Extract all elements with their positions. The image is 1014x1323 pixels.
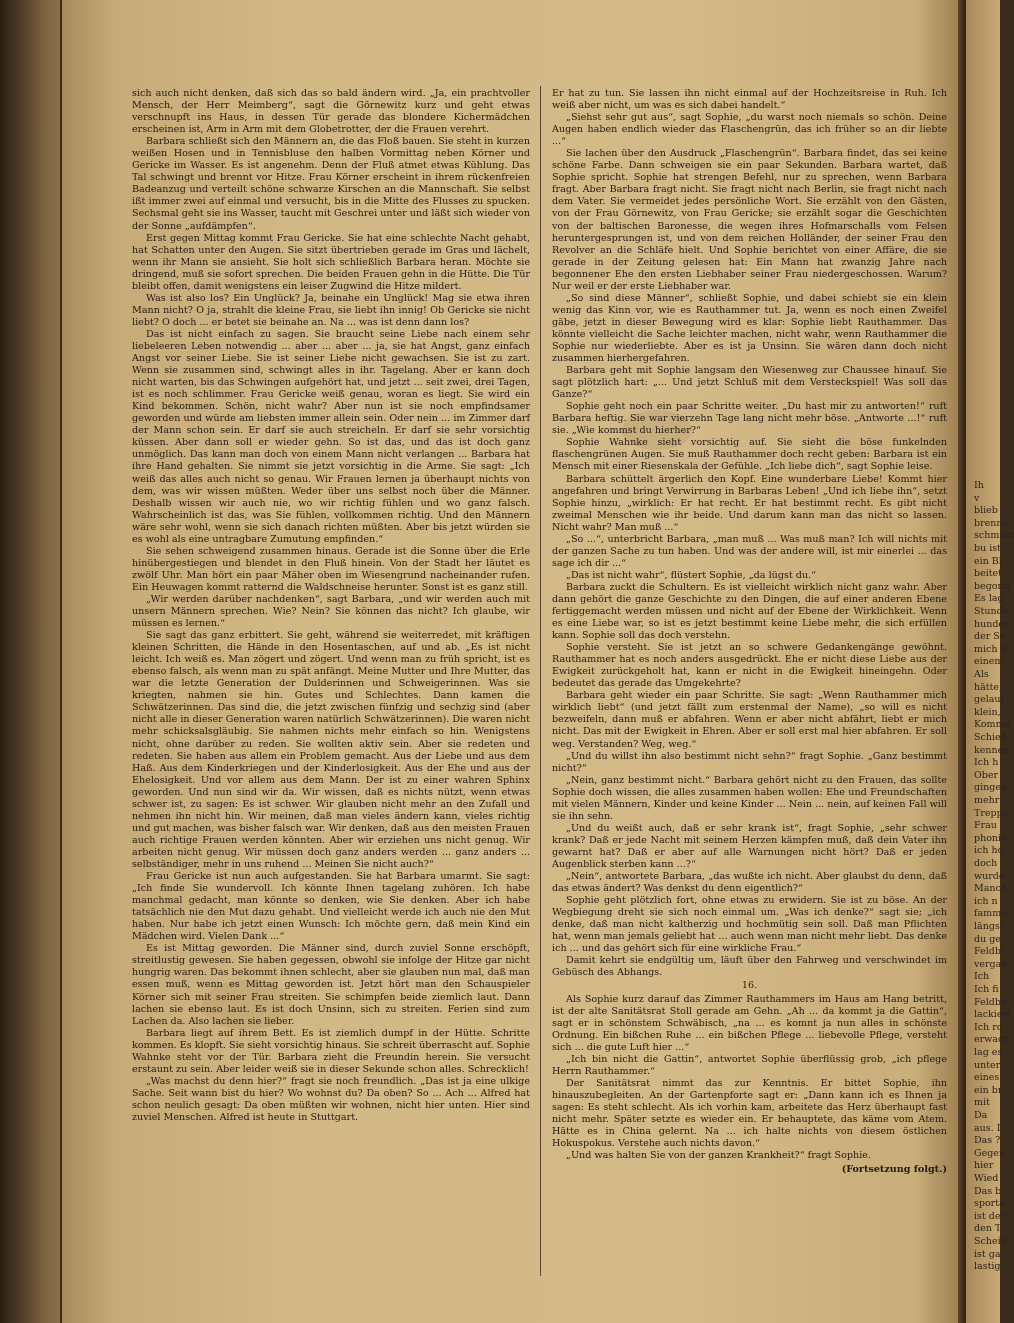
paragraph: „Ich bin nicht die Gattin“, antwortet Sophie überflüssig grob, „ich pflege Herrn Rauthammer.“ (552, 1053, 947, 1077)
adjacent-page-text: phonie (974, 832, 1007, 844)
paragraph: Barbara geht wieder ein paar Schritte. Sie sagt: „Wenn Rauthammer mich wirklich liebt“ (und jetzt fällt zum erstenmal der Name), „so will es nicht bezweifeln, dann muß er abfahren. Wenn er aber nicht abfährt, liebt er mich nicht. Das mit der Ewigkeit in Ehren. Aber er soll erst mal hier abfahren. Er soll weg. Verstanden? Weg, weg.“ (552, 690, 947, 750)
adjacent-page-text: brenne (974, 517, 1009, 529)
adjacent-page-text: mehr (974, 795, 1000, 806)
paragraph: Barbara schüttelt ärgerlich den Kopf. Eine wunderbare Liebe! Kommt hier angefahren und bringt Verwirrung in Barbaras Leben! „Und ich liebe ihn“, setzt Sophie hinzu, „wirklich: Er hat recht. Er hat bestimmt recht. Es gibt nicht zweimal Menschen wie ihr beide. Und darum kann man das nicht so lassen. Nicht wahr? Man muß ...“ (552, 473, 947, 533)
adjacent-page-text: gelauf (974, 694, 1005, 706)
adjacent-page-text: Feldbi (974, 946, 1004, 958)
adjacent-page-text: lag es (974, 1047, 1003, 1058)
adjacent-page-text: ist der (974, 1210, 1005, 1222)
adjacent-page-text: ich ho (974, 845, 1004, 857)
adjacent-page-text: Gegen (974, 1147, 1006, 1159)
paragraph: Barbara geht mit Sophie langsam den Wiesenweg zur Chaussee hinauf. Sie sagt plötzlich hart: „... Und jetzt Schluß mit dem Versteckspiel! Was soll das Ganze?“ (552, 365, 947, 401)
column-divider (540, 86, 541, 1276)
paragraph: Es ist Mittag geworden. Die Männer sind, durch zuviel Sonne erschöpft, streitlustig gewesen. Sie haben gegessen, obwohl sie infolge der Hitze gar nicht hungrig waren. Das bekommt ihnen schlecht, aber sie glauben nun mal, daß man essen muß, wenn es Mittag geworden ist. Jetzt hört man den Schauspieler Körner sich mit seiner Frau streiten. Sie schimpfen beide ziemlich laut. Dann lachen sie ebenso laut. Es ist doch Unsinn, sich zu streiten. Ferien sind zum Lachen da. Also lachen sie lieber. (132, 943, 530, 1027)
adjacent-page-text: hier (974, 1160, 994, 1172)
adjacent-page-text: Das b (974, 1185, 1002, 1197)
paragraph: Sie sehen schweigend zusammen hinaus. Gerade ist die Sonne über die Erle hinübergestiegen und blendet in den Fluß hinein. Von der Stadt her läutet es zwölf Uhr. Man hört ein paar Mäher oben im Wiesengrund nacheinander rufen. Ein Heuwagen kommt ratternd die Waldschneise herunter. Sonst ist es ganz still. (132, 545, 530, 593)
paragraph: Erst gegen Mittag kommt Frau Gericke. Sie hat eine schlechte Nacht gehabt, hat Schatten unter den Augen. Sie sitzt übertrieben gerade im Gras und lächelt, wenn ihr Mann sie ansieht. Sie holt sich schließlich Barbara heran. Möchte sie dringend, muß sie sofort sprechen. Die beiden Frauen gehn in die Hütte. Die Tür bleibt offen, damit wenigstens ein leiser Zugwind die Hitze mildert. (132, 232, 530, 292)
adjacent-page-text: den T (974, 1223, 1002, 1235)
paragraph: „Und du willst ihn also bestimmt nicht sehn?“ fragt Sophie. „Ganz bestimmt nicht?“ (552, 750, 947, 774)
adjacent-page-text: der Se (974, 631, 1006, 643)
adjacent-page-text: aus. I (974, 1122, 1001, 1134)
paragraph: Als Sophie kurz darauf das Zimmer Rauthammers im Haus am Hang betritt, ist der alte Sanitätsrat Stoll gerade am Gehn. „Ah ... da kommt ja die Gattin“, sagt er in schönstem Schwäbisch, „na ... es komnt ja nun alles in schönste Ordnung. Ein bißchen Ruhe ... ein bißchen Pflege ... liebevolle Pflege, versteht sich ... die gute Luft hier ...“ (552, 993, 947, 1053)
paragraph: Sophie Wahnke sieht vorsichtig auf. Sie sieht die böse funkelnden flaschengrünen Augen. Sie muß Rauthammer doch recht geben: Barbara ist ein Mensch mit einer Riesenskala der Gefühle. „Ich liebe dich“, sagt Sophie leise. (552, 437, 947, 473)
adjacent-page-text: schmutz (974, 530, 1014, 542)
adjacent-page-text: mich n (974, 643, 1007, 655)
adjacent-page-text: doch (974, 858, 998, 869)
adjacent-page-text: ein Bl (974, 555, 1002, 567)
adjacent-page-text: eines (974, 1072, 1000, 1084)
adjacent-page-text: Manch (974, 883, 1007, 895)
adjacent-page-text: Als (974, 669, 989, 680)
adjacent-page-text: Wied (974, 1173, 999, 1184)
paragraph: sich auch nicht denken, daß sich das so bald ändern wird. „Ja, ein prachtvoller Mensch, der Herr Meimberg“, sagt die Görnewitz kurz und geht etwas verschnupft ins Haus, in dessen Tür gerade das blondere Kichermädchen erscheinen ist, Arm in Arm mit dem Globetrotter, der die Frauen verehrt. (132, 88, 530, 136)
adjacent-page-text: Schieß (974, 732, 1007, 743)
adjacent-page-text: mit (974, 1097, 990, 1109)
adjacent-page-text: ein br (974, 1084, 1003, 1096)
adjacent-page-text: blieb (974, 505, 998, 517)
adjacent-page-text: Das ? (974, 1135, 1001, 1147)
adjacent-page-text: Ih (974, 480, 984, 491)
paragraph: Sophie geht plötzlich fort, ohne etwas zu erwidern. Sie ist zu böse. An der Wegbiegung dreht sie sich noch einmal um. „Was ich denke?“ sagt sie; „ich denke, daß man nicht kaltherzig und hochmütig sein soll. Daß man Pflichten hat, wenn man jemals geliebt hat ... auch wenn man nicht mehr liebt. Das denke ich ... und das gehört sich für eine wirkliche Frau.“ (552, 895, 947, 955)
adjacent-page-text: unter (974, 1059, 1001, 1071)
paragraph: „Und du weißt auch, daß er sehr krank ist“, fragt Sophie, „sehr schwer krank? Daß er jede Nacht mit seinem Herzen kämpfen muß, daß dein Vater ihn gewarnt hat? Daß er aber auf alle Warnungen nicht hört? Daß er jeden Augenblick sterben kann ...?“ (552, 822, 947, 870)
paragraph: „Nein“, antwortete Barbara, „das wußte ich nicht. Aber glaubst du denn, daß das etwas ändert? Was denkst du denn eigentlich?“ (552, 871, 947, 895)
continuation-note: (Fortsetzung folgt.) (841, 1164, 947, 1176)
paragraph: Das ist nicht einfach zu sagen. Sie braucht seine Liebe nach einem sehr liebeleeren Leben notwendig ... aber ... aber ... ja, sie hat Angst, ganz einfach Angst vor seiner Liebe. Sie ist seiner Liebe nicht gewachsen. Sie ist zu zart. Wenn sie zusammen sind, schwingt alles in ihr. Tagelang. Aber er kann doch nicht warten, bis das Schwingen aufgehört hat, und jetzt ... seit zwei, drei Tagen, ist es noch schlimmer. Frau Gericke weiß genau, woran es liegt. Sie wird ein Kind bekommen. Schön, nicht wahr? Aber nun ist sie noch empfindsamer geworden und würde am liebsten immer allein sein. Oder nein ... im Zimmer darf der Mann schon sein. Er darf sie auch streicheln. Er darf sie sehr vorsichtig küssen. Aber dann soll er wieder gehn. So ist das, und das ist doch ganz unmöglich. Das kann man doch von einem Mann nicht verlangen ... Barbara hat ihre Hand gehalten. Sie nimmt sie jetzt vorsichtig in die Arme. Sie sagt: „Ich weiß das alles auch nicht so genau. Wir Frauen lernen ja überhaupt nichts von dem, was wir wissen müßten. Weder über uns selbst noch über die Männer. Deshalb wissen wir auch nie, wo wir richtig fühlen und wo ganz falsch. Wahrscheinlich ist das, was Sie fühlen, vollkommen richtig. Und den Männern wäre sehr wohl, wenn sie sich danach richten müßten. Aber bis jetzt würden sie es wohl als eine untragbare Zumutung empfinden.“ (132, 328, 530, 545)
adjacent-page-text: kennen (974, 744, 1010, 756)
adjacent-page-text: beitet (974, 568, 1002, 580)
adjacent-page-text: klein, (974, 706, 1001, 718)
adjacent-page-text: sporta (974, 1198, 1005, 1210)
paragraph: Damit kehrt sie endgültig um, läuft über den Fahrweg und verschwindet im Gebüsch des Abhangs. (552, 955, 947, 979)
adjacent-page-text: Treppe (974, 807, 1009, 819)
text-column-right (552, 88, 947, 1278)
paragraph: Barbara zuckt die Schultern. Es ist vielleicht wirklich nicht ganz wahr. Aber dann gehört die ganze Geschichte zu den Dingen, die auf einer anderen Ebene fertiggemacht werden müssen und nicht auf der Ebene der Wirklichkeit. Wenn es eine Liebe war, so ist es jetzt bestimmt keine Liebe mehr, die sich erfüllen kann. Sophie soll das doch verstehn. (552, 581, 947, 642)
paragraph: Sophie geht noch ein paar Schritte weiter. „Du hast mir zu antworten!“ ruft Barbara heftig. Sie war vierzehn Tage lang nicht mehr böse. „Antworte ...!“ ruft sie. „Wie kommst du hierher?“ (552, 401, 947, 437)
adjacent-page-text: vergan (974, 958, 1008, 970)
adjacent-page-text: Feldbe (974, 996, 1007, 1008)
paragraph: „So sind diese Männer“, schließt Sophie, und dabei schiebt sie ein klein wenig das Kinn vor, wie es Rauthammer tut. Ja, wenn es noch einen Zweifel gäbe, jetzt in dieser Bewegung wird es klar: Sophie liebt Rauthammer. Das könnte vielleicht die Sache leichter machen, nicht wahr, wenn Rauthammer die Sophie nur wiederliebte. Aber es ist ja Unsinn. Sie wären dann doch nicht zusammen hierhergefahren. (552, 292, 947, 365)
adjacent-page-text: Ich ro (974, 1021, 1003, 1033)
adjacent-page-text: Es lag (974, 593, 1004, 605)
paragraph: Barbara liegt auf ihrem Bett. Es ist ziemlich dumpf in der Hütte. Schritte kommen. Es klopft. Sie sieht vorsichtig hinaus. Sie schreit überrascht auf. Sophie Wahnke steht vor der Tür. Barbara zieht die Freundin herein. Sie versucht erstaunt zu sein. Aber leider weiß sie in dieser Sekunde schon alles. Schrecklich! (132, 1027, 530, 1075)
adjacent-page-text: hunder (974, 618, 1009, 630)
section-number: 16. (741, 980, 758, 992)
adjacent-page-text: Frau (974, 820, 997, 832)
paragraph: „Wir werden darüber nachdenken“, sagt Barbara, „und wir werden auch mit unsern Männern sprechen. Wie? Nein? Sie können das nicht? Ich glaube, wir müssen es lernen.“ (132, 593, 530, 630)
adjacent-page-text: erwach (974, 1034, 1010, 1046)
paragraph: „Nein, ganz bestimmt nicht.“ Barbara gehört nicht zu den Frauen, das sollte Sophie doch wissen, die alles zusammen haben wollen: Ehe und Freundschaften mit vielen Männern, Kinder und keine Kinder ... Nein ... nein, auf keinen Fall will sie ihn sehn. (552, 774, 947, 822)
adjacent-page-edge (966, 0, 1014, 1323)
adjacent-page-text: Ich fi (974, 984, 999, 995)
adjacent-page-text: einem (974, 656, 1004, 668)
paragraph: Was ist also los? Ein Unglück? Ja, beinahe ein Unglück! Mag sie etwa ihren Mann nicht? O ja, strahlt die kleine Frau, sie liebt ihn innig! Ob Gericke sie nicht liebt? O doch ... er betet sie beinahe an. Na ... was ist denn dann los? (132, 292, 530, 328)
adjacent-page-text: lastig (974, 1261, 1001, 1273)
adjacent-page-text: bu ist (974, 543, 1001, 554)
adjacent-page-text: längst (974, 921, 1004, 932)
adjacent-page-text: Ich h (974, 757, 999, 769)
book-binding (0, 0, 60, 1323)
adjacent-page-text: Da (974, 1110, 988, 1121)
paragraph: Sie lachen über den Ausdruck „Flaschengrün“. Barbara findet, das sei keine schöne Farbe. Dann schweigen sie ein paar Sekunden. Barbara wartet, daß Sophie spricht. Sophie hat strengen Befehl, nur zu sprechen, wenn Barbara fragt. Aber Barbara fragt nicht. Sie fragt nicht nach Berlin, sie fragt nicht nach dem Vater. Sie vermeidet jedes persönliche Wort. Sie erzählt von den Gästen, von der Frau Görnewitz, von Frau Gericke; sie erzählt sogar die Geschichten von der baltischen Baronesse, die wegen ihres Hofmarschalls vom Felsen heruntergesprungen ist, und von dem reichen Holländer, der seiner Frau den Revolver an die Schläfe hielt. Und Sophie berichtet von einer Affäre, die sie gerade in der Zeitung gelesen hat: Ein Mann hat zwanzig Jahre nach begonnener Ehe den ersten Liebhaber seiner Frau niedergeschossen. Warum? Nur weil er der erste Liebhaber war. (552, 148, 947, 292)
paragraph: Er hat zu tun. Sie lassen ihn nicht einmal auf der Hochzeitsreise in Ruh. Ich weiß aber nicht, um was es sich dabei handelt.“ (552, 88, 947, 112)
adjacent-page-text: begonn (974, 580, 1010, 592)
paragraph: „So ...“, unterbricht Barbara, „man muß ... Was muß man? Ich will nichts mit der ganzen Sache zu tun haben. Und was der andere will, ist mir einerlei ... das sage ich dir ...“ (552, 533, 947, 569)
paragraph: Sophie versteht. Sie ist jetzt an so schwere Gedankengänge gewöhnt. Rauthammer hat es noch anders ausgedrückt. Ehe er nicht diese Liebe aus der Ewigkeit zurückgeholt hat, kann er nicht in die Ewigkeit hineingehn. Oder bedeutet das gerade das Umgekehrte? (552, 642, 947, 690)
adjacent-page-text: Schein (974, 1236, 1007, 1247)
adjacent-page-text: v (974, 492, 980, 504)
paragraph: Sie sagt das ganz erbittert. Sie geht, während sie weiterredet, mit kräftigen kleinen Schritten, die Hände in den Hosentaschen, auf und ab. „Es ist nicht leicht. Ich weiß es. Man zögert und zögert. Und wenn man zu früh spricht, ist es ebenso falsch, als wenn man zu spät anfängt. Meine Mutter und Ihre Mutter, das war die letzte Generation der Dulderinnen und Schweigerinnen. Was sie kriegten, nahmen sie hin. Gutes und Schlechtes. Dann kamen die Schwätzerinnen. Das sind die, die jetzt zwischen fünfzig und sechzig sind (aber nicht alle in dieser Generation waren natürlich Schwätzerinnen). Die waren nicht mehr schicksalsgläubig. Sie nahmen nichts mehr einfach so hin. Wenigstens nicht, ohne darüber zu reden. Sie wollten aktiv sein. Aber sie redeten und redeten. Sie haben aus allem ein Problem gemacht. Aus der Liebe und aus dem Haß. Aus dem Kinderkriegen und der Kinderlosigkeit. Aus der Ehe und aus der Ehelosigkeit. Und vor allem aus dem Mann. Der ist zu einer wahren Sphinx geworden. Und nun sind wir da. Wir wissen, daß es nichts nützt, wenn etwas schwer ist, zu sagen: Es ist schwer. Wir glauben nicht mehr an den Zufall und nehmen ihn nicht hin. Wir meinen, daß man vieles ändern kann, vieles richtig und gut machen, was bisher falsch war. Wir denken, daß aus den meisten Frauen auch richtige Frauen werden könnten. Aber wir erziehen uns nicht genug. Wir arbeiten nicht genug. Wir müssen doch ganz anders werden ... ganz anders ... selbständiger, mehr in uns ruhend ... Meinen Sie nicht auch?“ (132, 630, 530, 870)
adjacent-page-text: Ich (974, 971, 990, 983)
adjacent-page-text: Ober (974, 769, 999, 781)
adjacent-page-text: Komme (974, 719, 1011, 731)
paragraph: Frau Gericke ist nun auch aufgestanden. Sie hat Barbara umarmt. Sie sagt: „Ich finde Sie wundervoll. Ich könnte Ihnen tagelang zuhören. Ich habe manchmal gedacht, man könnte so denken, wie Sie denken. Aber ich habe tatsächlich nie den Mut dazu gehabt. Und vielleicht werde ich auch nie den Mut haben. Nur habe ich jetzt einen Wunsch: Ich möchte gern, daß mein Kind ein Mädchen wird. Vielen Dank ...“ (132, 871, 530, 943)
page-gutter (958, 0, 966, 1323)
text-column-left (132, 88, 530, 1278)
paragraph: „Das ist nicht wahr“, flüstert Sophie, „da lügst du.“ (566, 569, 817, 581)
adjacent-page-text: Stunde (974, 606, 1009, 617)
adjacent-page-text: hätte, (974, 681, 1003, 693)
adjacent-page-text: ist ga (974, 1248, 1001, 1260)
paragraph: Barbara schließt sich den Männern an, die das Floß bauen. Sie steht in kurzen weißen Hosen und in Tennisbluse den halben Vormittag neben Körner und Gericke im Wasser. Es ist angenehm. Denn der Fluß atmet etwas Kühlung. Das Tal schwingt und brennt vor Hitze. Frau Körner erscheint in ihrem rückenfreien Badeanzug und verteilt schöne schwarze Kirschen an die Mannschaft. Sie selbst ißt immer zwei auf einmal und versucht, bis in die Mitte des Flusses zu spucken. Sechsmal geht sie ins Wasser, taucht mit Geschrei unter und läßt sich wieder von der Sonne „aufdämpfen“. (132, 136, 530, 232)
adjacent-page-text: lackiert (974, 1009, 1011, 1021)
paragraph: „Und was halten Sie von der ganzen Krankheit?“ fragt Sophie. (566, 1150, 872, 1162)
adjacent-page-text: famme (974, 908, 1007, 920)
adjacent-page-text: ich n (974, 895, 998, 907)
paragraph: Der Sanitätsrat nimmt das zur Kenntnis. Er bittet Sophie, ihn hinauszubegleiten. An der Gartenpforte sagt er: „Dann kann ich es Ihnen ja sagen: Es steht schlecht. Als ich vorhin kam, arbeitete das Herz überhaupt fast nicht mehr. Später setzte es wieder ein. Er behauptete, das käme vom Atem. Hätte es in China gelernt. Na ... ich halte nichts von diesem östlichen Hokuspokus. Verstehe auch nichts davon.“ (552, 1077, 947, 1150)
paragraph: „Siehst sehr gut aus“, sagt Sophie, „du warst noch niemals so schön. Deine Augen haben endlich wieder das Flaschengrün, das ich früher so an dir liebte ...“ (552, 112, 947, 148)
adjacent-page-text: gingen (974, 782, 1008, 794)
paragraph: „Was machst du denn hier?“ fragt sie noch freundlich. „Das ist ja eine ulkige Sache. Seit wann bist du hier? Wo wohnst du? Da oben? So ... Ach ... Alfred hat schon neulich gesagt: Da oben müßten wir wohnen, nicht hier unten. Hier sind zuviel Menschen. Alfred ist heute in Stuttgart. (132, 1075, 530, 1123)
adjacent-page-text: du ge (974, 933, 1001, 945)
adjacent-page-text: wurde (974, 870, 1005, 882)
